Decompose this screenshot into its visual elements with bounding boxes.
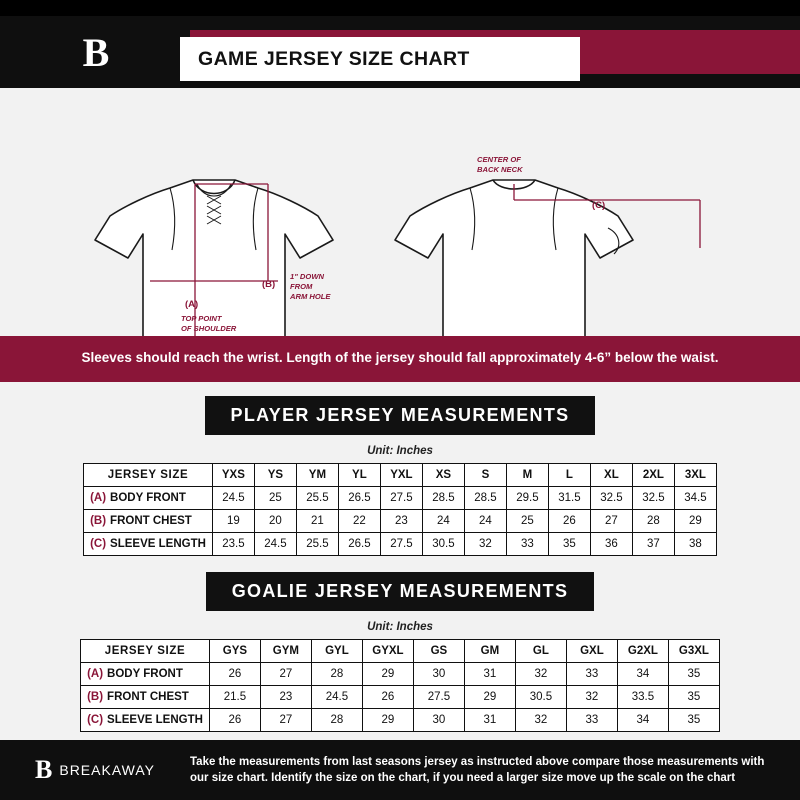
measurement-cell: 33.5 [617,686,668,709]
table-header-row [84,464,717,487]
measurement-label: (A) BODY FRONT [84,487,213,510]
measurement-cell: 24.5 [311,686,362,709]
measurement-cell: 28 [632,510,674,533]
measurement-cell: 21 [296,510,338,533]
size-column-header: 2XL [632,464,674,487]
jersey-diagram-svg [0,88,800,336]
measurement-cell: 26 [209,709,260,732]
measurement-cell: 27.5 [380,533,422,556]
measurement-cell: 30.5 [422,533,464,556]
measurement-cell: 36 [590,533,632,556]
measurement-cell: 21.5 [209,686,260,709]
measurement-label: (B) FRONT CHEST [81,686,210,709]
size-column-header: S [464,464,506,487]
size-column-header: YXL [380,464,422,487]
measurement-cell: 35 [668,663,719,686]
player-table-wrap [0,463,800,556]
note-text: Sleeves should reach the wrist. Length of the jersey should fall approximately 4-6” below the waist. [81,350,719,365]
footer-bar [0,740,800,800]
measurement-cell: 29.5 [506,487,548,510]
table-row [81,663,720,686]
goalie-table-wrap [0,639,800,732]
measurement-cell: 29 [464,686,515,709]
svg-text:TOP POINT: TOP POINT [181,314,222,323]
table-row [84,533,717,556]
goalie-measurements-table [80,639,720,732]
measurement-cell: 26.5 [338,533,380,556]
measurement-cell: 29 [362,663,413,686]
footer-instructions: Take the measurements from last seasons jersey as instructed above compare those measurements with our size chart. Identify the size on the chart, if you need a larger size move up the scale on the chart [190,756,765,784]
size-column-header: YM [296,464,338,487]
top-black-strip [0,0,800,16]
jersey-diagram [0,88,800,336]
size-column-header: GL [515,640,566,663]
player-measurements-table [83,463,717,556]
label-c: (C) [592,200,606,211]
header-bar [0,16,800,88]
measurement-cell: 31.5 [548,487,590,510]
table-header-row [81,640,720,663]
page-title: GAME JERSEY SIZE CHART [198,47,470,70]
svg-text:BACK NECK: BACK NECK [477,165,523,174]
back-jersey-illustration [395,155,700,336]
jersey-size-header: JERSEY SIZE [81,640,210,663]
measurement-cell: 32 [515,663,566,686]
label-a: (A) [185,299,199,310]
size-column-header: G2XL [617,640,668,663]
measurement-cell: 25.5 [296,533,338,556]
measurement-cell: 23 [260,686,311,709]
footer-brand-name: BREAKAWAY [59,762,155,778]
note-band [0,336,800,382]
measurement-cell: 34 [617,663,668,686]
svg-text:CENTER OF: CENTER OF [477,155,521,164]
player-title: PLAYER JERSEY MEASUREMENTS [205,396,596,435]
size-column-header: YXS [212,464,254,487]
measurement-label: (C) SLEEVE LENGTH [84,533,213,556]
table-row [84,487,717,510]
measurement-cell: 30.5 [515,686,566,709]
size-column-header: L [548,464,590,487]
measurement-cell: 32 [464,533,506,556]
measurement-cell: 33 [566,709,617,732]
measurement-cell: 28.5 [422,487,464,510]
table-row [81,686,720,709]
measurement-cell: 27.5 [380,487,422,510]
measurement-cell: 22 [338,510,380,533]
measurement-cell: 29 [362,709,413,732]
title-plate [180,37,580,81]
measurement-cell: 30 [413,663,464,686]
size-column-header: GXL [566,640,617,663]
measurement-tag: (A) [87,668,104,680]
size-column-header: GS [413,640,464,663]
size-column-header: GM [464,640,515,663]
measurement-cell: 32.5 [632,487,674,510]
measurement-label: (A) BODY FRONT [81,663,210,686]
svg-text:OF SHOULDER: OF SHOULDER [181,324,237,333]
table-row [81,709,720,732]
measurement-cell: 26 [209,663,260,686]
footer-brand [0,755,190,785]
footer-logo-mark: B [35,755,53,784]
measurement-cell: 25 [506,510,548,533]
size-column-header: GYS [209,640,260,663]
label-b: (B) [262,279,276,290]
player-unit: Unit: Inches [367,445,433,457]
measurement-cell: 24 [464,510,506,533]
size-column-header: GYL [311,640,362,663]
measurement-cell: 28 [311,663,362,686]
measurement-cell: 25.5 [296,487,338,510]
measurement-cell: 27 [590,510,632,533]
brand-logo [0,16,190,88]
jersey-size-header: JERSEY SIZE [84,464,213,487]
measurement-cell: 24.5 [212,487,254,510]
measurement-cell: 24 [422,510,464,533]
measurement-cell: 28.5 [464,487,506,510]
measurement-cell: 32.5 [590,487,632,510]
measurement-cell: 34.5 [674,487,716,510]
measurement-cell: 26 [548,510,590,533]
size-column-header: YS [254,464,296,487]
size-column-header: GYXL [362,640,413,663]
measurement-cell: 27 [260,709,311,732]
goalie-title: GOALIE JERSEY MEASUREMENTS [206,572,595,611]
measurement-cell: 31 [464,663,515,686]
measurement-label: (B) FRONT CHEST [84,510,213,533]
size-column-header: XL [590,464,632,487]
measurement-tag: (B) [87,691,104,703]
measurement-cell: 37 [632,533,674,556]
measurement-cell: 32 [515,709,566,732]
measurement-label: (C) SLEEVE LENGTH [81,709,210,732]
measurement-cell: 26.5 [338,487,380,510]
brand-logo-mark: B [82,29,108,75]
measurement-cell: 35 [668,709,719,732]
measurement-cell: 26 [362,686,413,709]
measurement-cell: 35 [548,533,590,556]
size-column-header: M [506,464,548,487]
measurement-tag: (C) [87,714,104,726]
measurement-cell: 28 [311,709,362,732]
measurement-cell: 33 [566,663,617,686]
measurement-tag: (B) [90,515,107,527]
measurement-cell: 29 [674,510,716,533]
measurement-tag: (A) [90,492,107,504]
table-row [84,510,717,533]
measurement-cell: 23 [380,510,422,533]
measurement-cell: 24.5 [254,533,296,556]
size-column-header: XS [422,464,464,487]
goalie-section-header [0,556,800,615]
measurement-cell: 35 [668,686,719,709]
size-column-header: GYM [260,640,311,663]
svg-text:1" DOWN: 1" DOWN [290,272,324,281]
measurement-cell: 20 [254,510,296,533]
title-ribbon [190,16,800,88]
measurement-cell: 27.5 [413,686,464,709]
measurement-cell: 32 [566,686,617,709]
measurement-cell: 23.5 [212,533,254,556]
front-jersey-illustration [95,180,333,336]
size-column-header: G3XL [668,640,719,663]
size-column-header: 3XL [674,464,716,487]
goalie-unit: Unit: Inches [367,621,433,633]
measurement-cell: 25 [254,487,296,510]
measurement-tag: (C) [90,538,107,550]
measurement-cell: 34 [617,709,668,732]
measurement-cell: 27 [260,663,311,686]
measurement-cell: 31 [464,709,515,732]
measurement-cell: 38 [674,533,716,556]
measurement-cell: 33 [506,533,548,556]
svg-text:ARM HOLE: ARM HOLE [290,292,331,301]
measurement-cell: 30 [413,709,464,732]
player-section-header [0,382,800,439]
svg-text:FROM: FROM [290,282,313,291]
measurement-cell: 19 [212,510,254,533]
size-column-header: YL [338,464,380,487]
